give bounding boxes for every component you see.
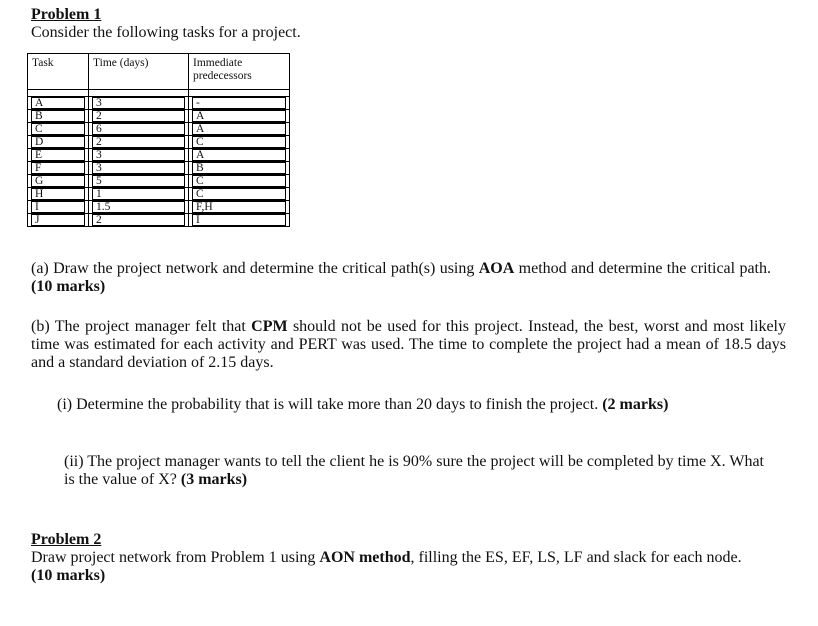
part-a-text-1: Draw the project network and determine the critical path(s) using (53, 260, 479, 277)
task-cell-wrap (28, 162, 89, 175)
time-cell: 3 (92, 162, 185, 174)
part-a-label: (a) (31, 260, 49, 277)
problem-1-intro: Consider the following tasks for a project. (31, 24, 301, 41)
time-cell: 3 (92, 97, 185, 109)
time-cell-wrap (89, 162, 189, 175)
header-task: Task (28, 54, 89, 90)
task-cell-wrap (28, 149, 89, 162)
time-cell-wrap (89, 136, 189, 149)
part-a-text-2: method and determine the critical path. (514, 260, 771, 277)
predecessor-cell: C (192, 188, 286, 200)
task-cell: B (31, 110, 85, 122)
task-table (27, 53, 290, 227)
table-spacer-row (28, 90, 290, 97)
task-cell-wrap (28, 175, 89, 188)
task-cell: E (31, 149, 85, 161)
time-cell-wrap (89, 123, 189, 136)
part-b-ii-marks: (3 marks) (180, 471, 248, 488)
task-cell-wrap (28, 214, 89, 227)
problem-2-heading: Problem 2 (31, 531, 102, 548)
task-cell: F (31, 162, 85, 174)
part-b-i-label: (i) (57, 396, 73, 413)
problem-2-text (31, 549, 791, 585)
part-b-text-1: The project manager felt that (54, 318, 252, 335)
task-cell-wrap (28, 136, 89, 149)
time-cell-wrap (89, 110, 189, 123)
problem-2-text-2: , filling the ES, EF, LS, LF and slack for each node. (410, 549, 742, 566)
task-cell: G (31, 175, 85, 187)
predecessor-cell: I (192, 214, 286, 226)
predecessor-cell: C (192, 136, 286, 148)
predecessor-cell: A (192, 149, 286, 161)
predecessor-cell-wrap (189, 214, 290, 227)
part-b-i-text: Determine the probability that is will take more than 20 days to finish the project. (76, 396, 603, 413)
predecessor-cell-wrap (189, 188, 290, 201)
table-row (28, 123, 290, 136)
part-a-marks: (10 marks) (31, 278, 106, 295)
part-b-ii (64, 453, 764, 489)
time-cell: 6 (92, 123, 185, 135)
table-row (28, 188, 290, 201)
predecessor-cell-wrap (189, 110, 290, 123)
task-cell: H (31, 188, 85, 200)
predecessor-cell-wrap (189, 149, 290, 162)
part-a (31, 260, 771, 296)
predecessor-cell: A (192, 110, 286, 122)
time-cell: 2 (92, 136, 185, 148)
time-cell: 3 (92, 149, 185, 161)
task-cell: J (31, 214, 85, 226)
part-b-i-marks: (2 marks) (602, 396, 669, 413)
task-table-body (28, 90, 290, 227)
predecessor-cell-wrap (189, 97, 290, 110)
predecessor-cell: - (192, 97, 286, 109)
time-cell-wrap (89, 201, 189, 214)
time-cell-wrap (89, 214, 189, 227)
problem-2-text-1: Draw project network from Problem 1 using (31, 549, 320, 566)
time-cell: 5 (92, 175, 185, 187)
predecessor-cell-wrap (189, 136, 290, 149)
part-b-label: (b) (31, 318, 50, 335)
table-row (28, 214, 290, 227)
task-cell-wrap (28, 188, 89, 201)
part-b-bold-cpm: CPM (251, 318, 288, 335)
predecessor-cell-wrap (189, 123, 290, 136)
table-row (28, 97, 290, 110)
predecessor-cell-wrap (189, 201, 290, 214)
predecessor-cell: A (192, 123, 286, 135)
predecessor-cell-wrap (189, 175, 290, 188)
table-row (28, 201, 290, 214)
task-cell: D (31, 136, 85, 148)
task-cell-wrap (28, 97, 89, 110)
header-time: Time (days) (89, 54, 189, 90)
problem-2-bold-aon: AON method (319, 549, 411, 566)
predecessor-cell: F,H (192, 201, 286, 213)
part-b-ii-text: The project manager wants to tell the client he is 90% sure the project will be completed by time X. What is the value of X? (64, 453, 764, 488)
time-cell-wrap (89, 97, 189, 110)
part-b-ii-label: (ii) (64, 453, 84, 470)
task-cell-wrap (28, 110, 89, 123)
problem-2-marks: (10 marks) (31, 567, 106, 584)
task-cell-wrap (28, 201, 89, 214)
time-cell: 2 (92, 214, 185, 226)
table-header-row (28, 54, 290, 90)
task-cell-wrap (28, 123, 89, 136)
predecessor-cell: B (192, 162, 286, 174)
task-cell: A (31, 97, 85, 109)
table-row (28, 162, 290, 175)
part-a-bold-aoa: AOA (478, 260, 515, 277)
task-cell: C (31, 123, 85, 135)
part-b-i (57, 396, 777, 414)
time-cell: 2 (92, 110, 185, 122)
table-row (28, 110, 290, 123)
predecessor-cell-wrap (189, 162, 290, 175)
table-row (28, 136, 290, 149)
table-row (28, 175, 290, 188)
part-b-text-2: should not be used for this project. Instead, the best, worst and most likely time was estimated for each activity and PERT was used. The time to complete the project had a mean of 18.5 days and a standard deviation of 2.15 days. (31, 318, 786, 371)
table-row (28, 149, 290, 162)
problem-1-heading: Problem 1 (31, 6, 102, 23)
header-predecessors: Immediate predecessors (189, 54, 290, 90)
time-cell: 1.5 (92, 201, 185, 213)
predecessor-cell: C (192, 175, 286, 187)
time-cell-wrap (89, 149, 189, 162)
time-cell: 1 (92, 188, 185, 200)
part-b (31, 318, 786, 372)
task-cell: I (31, 201, 85, 213)
time-cell-wrap (89, 175, 189, 188)
time-cell-wrap (89, 188, 189, 201)
